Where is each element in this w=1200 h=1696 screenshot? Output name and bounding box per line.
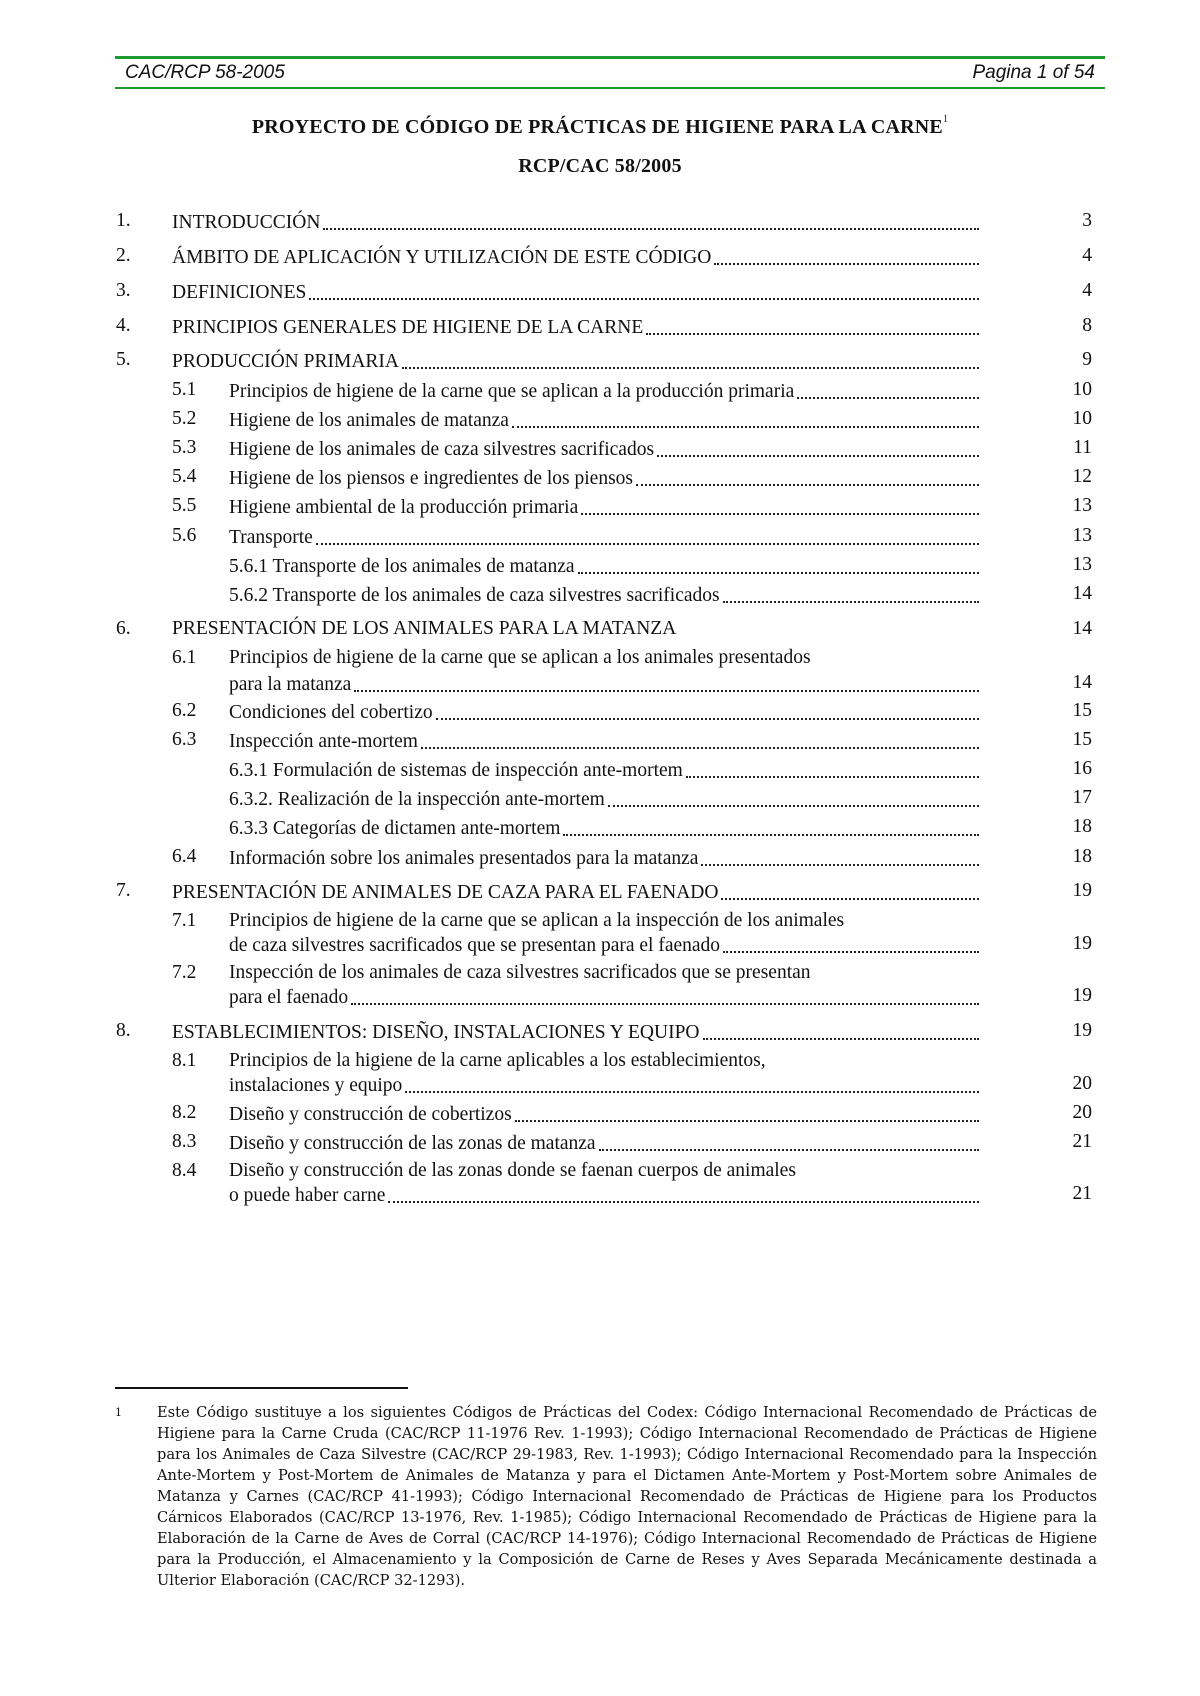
- toc-entry[interactable]: [0, 315, 1200, 345]
- toc-entry[interactable]: [0, 1020, 1200, 1050]
- toc-entry-continuation[interactable]: [0, 985, 1200, 1015]
- toc-number: 6.: [116, 618, 131, 639]
- toc-title: Transporte: [229, 527, 313, 548]
- document-code: CAC/RCP 58-2005: [125, 62, 285, 83]
- toc-page-number: 21: [1072, 1183, 1092, 1204]
- toc-number: 8.: [116, 1020, 131, 1041]
- toc-number: 5.1: [172, 379, 197, 400]
- toc-leader-dots: [701, 864, 979, 866]
- toc-leader-dots: [309, 298, 979, 300]
- toc-entry[interactable]: [0, 1102, 1200, 1132]
- page-counter: Pagina 1 of 54: [972, 62, 1095, 83]
- toc-leader-dots: [657, 455, 979, 457]
- toc-page-number: 4: [1082, 280, 1092, 301]
- toc-number: 2.: [116, 245, 131, 266]
- toc-leader-dots: [515, 1120, 979, 1122]
- toc-page-number: 15: [1072, 700, 1092, 721]
- toc-entry[interactable]: [0, 349, 1200, 379]
- footnote-reference[interactable]: 1: [942, 114, 949, 125]
- toc-entry-continuation[interactable]: [0, 1183, 1200, 1213]
- toc-title: ÁMBITO DE APLICACIÓN Y UTILIZACIÓN DE ESTE CÓDIGO: [172, 247, 712, 268]
- toc-entry[interactable]: [0, 700, 1200, 730]
- toc-number: 7.: [116, 880, 131, 901]
- toc-leader-dots: [797, 397, 979, 399]
- toc-entry-continuation[interactable]: [0, 933, 1200, 963]
- toc-page-number: 19: [1072, 880, 1092, 901]
- toc-title: Inspección ante-mortem: [229, 731, 418, 752]
- toc-page-number: 10: [1072, 379, 1092, 400]
- toc-number: 4.: [116, 315, 131, 336]
- toc-leader-dots: [512, 426, 979, 428]
- toc-number: 6.1: [172, 647, 197, 668]
- toc-page-number: 11: [1073, 437, 1092, 458]
- toc-title: o puede haber carne: [229, 1185, 386, 1206]
- toc-number: 5.2: [172, 408, 197, 429]
- toc-title: Diseño y construcción de las zonas de matanza: [229, 1133, 596, 1154]
- toc-page-number: 14: [1072, 583, 1092, 604]
- toc-page-number: 18: [1072, 816, 1092, 837]
- toc-leader-dots: [436, 718, 979, 720]
- toc-leader-dots: [608, 805, 979, 807]
- toc-entry[interactable]: [0, 880, 1200, 910]
- toc-leader-dots: [721, 898, 979, 900]
- toc-leader-dots: [563, 834, 979, 836]
- toc-number: 5.4: [172, 466, 197, 487]
- toc-number: 6.3: [172, 729, 197, 750]
- toc-title: instalaciones y equipo: [229, 1075, 403, 1096]
- toc-leader-dots: [723, 601, 979, 603]
- toc-leader-dots: [405, 1091, 979, 1093]
- toc-number: 8.2: [172, 1102, 197, 1123]
- toc-entry[interactable]: [0, 787, 1200, 817]
- toc-leader-dots: [402, 367, 979, 369]
- toc-title: Información sobre los animales presentados para la matanza: [229, 848, 699, 869]
- toc-leader-dots: [388, 1201, 979, 1203]
- toc-entry[interactable]: [0, 210, 1200, 240]
- toc-entry[interactable]: [0, 729, 1200, 759]
- toc-page-number: 13: [1072, 525, 1092, 546]
- toc-leader-dots: [636, 484, 979, 486]
- toc-page-number: 19: [1072, 933, 1092, 954]
- toc-entry[interactable]: [0, 466, 1200, 496]
- toc-title: Diseño y construcción de cobertizos: [229, 1104, 512, 1125]
- footnote: [115, 1402, 1097, 1591]
- footnote-text: Este Código sustituye a los siguientes Códigos de Prácticas del Codex: Código Internacional Recomendado de Prácticas de Higiene para la Carne Cruda (CAC/RCP 11-1976 Rev. 1-1993); Código Internacional Recomendado de Prácticas de Higiene para los Animales de Caza Silvestre (CAC/RCP 29-1983, Rev. 1-1993); Código Internacional Recomendado para la Inspección Ante-Mortem y Post-Mortem de Animales de Matanza y para el Dictamen Ante-Mortem y Post-Mortem sobre Animales de Matanza y Carnes (CAC/RCP 41-1993); Código Internacional Recomendado de Prácticas de Higiene para los Productos Cárnicos Elaborados (CAC/RCP 13-1976, Rev. 1-1985); Código Internacional Recomendado de Prácticas de Higiene para la Elaboración de la Carne de Aves de Corral (CAC/RCP 14-1976); Código Internacional Recomendado de Prácticas de Higiene para la Producción, el Almacenamiento y la Composición de Carne de Reses y Aves Separada Mecánicamente destinada a Ulterior Elaboración (CAC/RCP 32-1293).: [157, 1404, 1097, 1589]
- toc-entry[interactable]: [0, 758, 1200, 788]
- toc-title-line1: Principios de la higiene de la carne aplicables a los establecimientos,: [229, 1050, 766, 1071]
- toc-leader-dots: [714, 263, 979, 265]
- toc-title-line1: Diseño y construcción de las zonas donde se faenan cuerpos de animales: [229, 1160, 796, 1181]
- toc-title: para la matanza: [229, 674, 352, 695]
- toc-page-number: 9: [1082, 349, 1092, 370]
- toc-page-number: 17: [1072, 787, 1092, 808]
- toc-entry-continuation[interactable]: [0, 1073, 1200, 1103]
- toc-entry[interactable]: [0, 1131, 1200, 1161]
- toc-page-number: 20: [1072, 1102, 1092, 1123]
- toc-title: PRESENTACIÓN DE ANIMALES DE CAZA PARA EL FAENADO: [172, 882, 719, 903]
- toc-page-number: 19: [1072, 985, 1092, 1006]
- toc-entry[interactable]: [0, 408, 1200, 438]
- toc-title: Higiene ambiental de la producción primaria: [229, 497, 579, 518]
- toc-number: 6.2: [172, 700, 197, 721]
- toc-leader-dots: [723, 951, 979, 953]
- toc-leader-dots: [351, 1003, 979, 1005]
- toc-entry-continuation[interactable]: [0, 672, 1200, 702]
- toc-page-number: 19: [1072, 1020, 1092, 1041]
- document-code-title: RCP/CAC 58/2005: [518, 155, 682, 177]
- toc-number: 5.3: [172, 437, 197, 458]
- footnote-separator: [115, 1387, 408, 1389]
- toc-leader-dots: [599, 1149, 979, 1151]
- toc-number: 8.1: [172, 1050, 197, 1071]
- toc-page-number: 15: [1072, 729, 1092, 750]
- toc-page-number: 10: [1072, 408, 1092, 429]
- toc-leader-dots: [581, 513, 979, 515]
- toc-title: Higiene de los animales de caza silvestres sacrificados: [229, 439, 655, 460]
- toc-entry[interactable]: [0, 846, 1200, 876]
- toc-title-line1: Inspección de los animales de caza silvestres sacrificados que se presentan: [229, 962, 811, 983]
- toc-page-number: 21: [1072, 1131, 1092, 1152]
- toc-title: de caza silvestres sacrificados que se presentan para el faenado: [229, 935, 721, 956]
- toc-title: INTRODUCCIÓN: [172, 212, 321, 233]
- toc-leader-dots: [703, 1038, 979, 1040]
- toc-entry[interactable]: [0, 554, 1200, 584]
- toc-page-number: 8: [1082, 315, 1092, 336]
- toc-number: 8.3: [172, 1131, 197, 1152]
- toc-entry[interactable]: [0, 495, 1200, 525]
- toc-title: 6.3.1 Formulación de sistemas de inspección ante-mortem: [229, 760, 683, 781]
- toc-title: ESTABLECIMIENTOS: DISEÑO, INSTALACIONES Y EQUIPO: [172, 1022, 700, 1043]
- toc-title: DEFINICIONES: [172, 282, 307, 303]
- toc-page-number: 14: [1072, 618, 1092, 639]
- toc-number: 7.2: [172, 962, 197, 983]
- toc-title-line1: Principios de higiene de la carne que se aplican a los animales presentados: [229, 647, 811, 668]
- toc-title: PRESENTACIÓN DE LOS ANIMALES PARA LA MATANZA: [172, 618, 677, 639]
- toc-number: 5.5: [172, 495, 197, 516]
- toc-title: 5.6.2 Transporte de los animales de caza silvestres sacrificados: [229, 585, 720, 606]
- toc-number: 6.4: [172, 846, 197, 867]
- toc-title: 6.3.2. Realización de la inspección ante-mortem: [229, 789, 605, 810]
- toc-entry[interactable]: [0, 583, 1200, 613]
- toc-leader-dots: [646, 333, 979, 335]
- toc-leader-dots: [323, 228, 979, 230]
- toc-entry[interactable]: [0, 525, 1200, 555]
- page-header: [115, 56, 1105, 89]
- toc-page-number: 3: [1082, 210, 1092, 231]
- toc-entry[interactable]: [0, 245, 1200, 275]
- footnote-mark: 1: [115, 1406, 122, 1419]
- toc-entry[interactable]: [0, 618, 1200, 648]
- toc-leader-dots: [316, 543, 979, 545]
- toc-number: 7.1: [172, 910, 197, 931]
- toc-page-number: 14: [1072, 672, 1092, 693]
- toc-entry[interactable]: [0, 280, 1200, 310]
- toc-page-number: 4: [1082, 245, 1092, 266]
- toc-title: Higiene de los piensos e ingredientes de los piensos: [229, 468, 634, 489]
- toc-number: 3.: [116, 280, 131, 301]
- toc-leader-dots: [686, 776, 979, 778]
- toc-leader-dots: [578, 572, 979, 574]
- toc-title: PRODUCCIÓN PRIMARIA: [172, 351, 399, 372]
- toc-page-number: 12: [1072, 466, 1092, 487]
- toc-title: Condiciones del cobertizo: [229, 702, 433, 723]
- toc-page-number: 16: [1072, 758, 1092, 779]
- toc-title: 5.6.1 Transporte de los animales de matanza: [229, 556, 575, 577]
- toc-page-number: 13: [1072, 495, 1092, 516]
- toc-title: Principios de higiene de la carne que se aplican a la producción primaria: [229, 381, 795, 402]
- toc-entry[interactable]: [0, 437, 1200, 467]
- toc-title: PRINCIPIOS GENERALES DE HIGIENE DE LA CARNE: [172, 317, 644, 338]
- toc-leader-dots: [354, 690, 979, 692]
- toc-entry[interactable]: [0, 379, 1200, 409]
- toc-entry[interactable]: [0, 816, 1200, 846]
- toc-page-number: 13: [1072, 554, 1092, 575]
- toc-title-line1: Principios de higiene de la carne que se aplican a la inspección de los animales: [229, 910, 845, 931]
- toc-number: 8.4: [172, 1160, 197, 1181]
- document-title: [0, 116, 1200, 139]
- document-title-text: PROYECTO DE CÓDIGO DE PRÁCTICAS DE HIGIENE PARA LA CARNE: [251, 116, 943, 138]
- toc-number: 5.: [116, 349, 131, 370]
- toc-number: 5.6: [172, 525, 197, 546]
- toc-title: para el faenado: [229, 987, 349, 1008]
- toc-title: Higiene de los animales de matanza: [229, 410, 509, 431]
- toc-title: 6.3.3 Categorías de dictamen ante-mortem: [229, 818, 561, 839]
- toc-page-number: 18: [1072, 846, 1092, 867]
- toc-leader-dots: [421, 747, 979, 749]
- toc-number: 1.: [116, 210, 131, 231]
- toc-page-number: 20: [1072, 1073, 1092, 1094]
